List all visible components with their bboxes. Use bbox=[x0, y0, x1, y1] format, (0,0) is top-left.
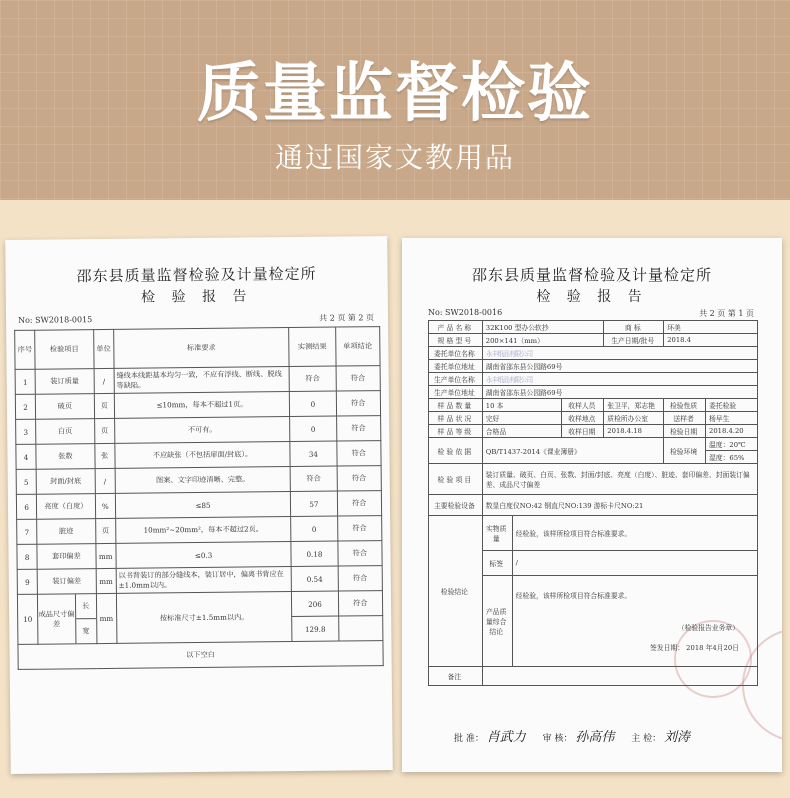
cell: mm bbox=[96, 593, 117, 643]
label: 产品质量综合结论 bbox=[482, 576, 512, 667]
approve-label: 批 准： bbox=[454, 734, 484, 744]
value: 32K100 型办公软抄 bbox=[482, 321, 604, 334]
value: 环美 bbox=[664, 321, 758, 334]
check-signature: 刘涛 bbox=[664, 730, 691, 745]
cell: 7 bbox=[17, 519, 37, 544]
cell: 符合 bbox=[337, 516, 382, 541]
table-row bbox=[429, 360, 758, 373]
cell: 10mm²~20mm²，每本不超过2页。 bbox=[115, 517, 291, 544]
table-row bbox=[429, 321, 758, 334]
label: 检验日期 bbox=[664, 425, 706, 438]
table-row bbox=[16, 491, 381, 520]
value: 装订质量、破页、白页、张数、封面/封底、亮度（白度）、脏迹、套印偏差、封面装订偏差、成品尺寸偏差 bbox=[482, 464, 757, 495]
cell: 不应缺张（不包括扉面/封底）。 bbox=[115, 442, 291, 469]
value: / bbox=[512, 551, 757, 576]
label: 样 品 状 况 bbox=[429, 412, 483, 425]
cell-text: 宽 bbox=[82, 626, 90, 636]
seal-note: （检验报告业务章） bbox=[677, 624, 739, 632]
value: 10 本 bbox=[482, 399, 562, 412]
table-row bbox=[429, 373, 758, 386]
cell: 符合 bbox=[338, 566, 383, 591]
label: 收样地点 bbox=[562, 412, 604, 425]
table-row bbox=[17, 541, 382, 570]
label: 委托单位名称 bbox=[429, 347, 483, 360]
value: 湖南省邵东县公园路69号 bbox=[482, 386, 757, 399]
label: 检验性质 bbox=[664, 399, 706, 412]
cell: 按标准尺寸±1.5mm以内。 bbox=[116, 592, 292, 644]
report-number: No: SW2018-0015 bbox=[18, 315, 93, 325]
label: 主要检验设备 bbox=[429, 495, 483, 516]
table-row bbox=[17, 566, 382, 595]
label: 标签 bbox=[482, 551, 512, 576]
cell: 5 bbox=[16, 469, 36, 494]
label: 委托单位地址 bbox=[429, 360, 483, 373]
cell: 57 bbox=[291, 491, 338, 516]
cell: 张数 bbox=[36, 444, 95, 470]
cell: 页 bbox=[94, 393, 114, 418]
table-row bbox=[429, 438, 758, 451]
report-page-count: 共 2 页 第 2 页 bbox=[319, 313, 375, 323]
table-row bbox=[429, 347, 758, 360]
table-row bbox=[16, 441, 381, 470]
header-banner bbox=[0, 0, 790, 200]
cell: 脏迹 bbox=[37, 519, 96, 545]
table-header bbox=[15, 327, 380, 370]
cell: 符合 bbox=[336, 416, 381, 441]
label: 收样日期 bbox=[562, 425, 604, 438]
cell: 符合 bbox=[289, 366, 336, 391]
cell: 符合 bbox=[337, 466, 382, 491]
label: 检验结论 bbox=[429, 516, 483, 667]
cell: ≤0.3 bbox=[116, 542, 292, 569]
cell: 0 bbox=[291, 516, 338, 541]
value: 经检验，该样所检项目符合标准要求。 bbox=[512, 516, 757, 551]
cell bbox=[338, 616, 383, 641]
cell: 符合 bbox=[290, 466, 337, 491]
page-title: 质量监督检验 bbox=[197, 57, 593, 131]
cell: 129.8 bbox=[292, 616, 339, 641]
label: 规 格 型 号 bbox=[429, 334, 483, 347]
col-header: 实测结果 bbox=[289, 327, 336, 366]
page-subtitle: 通过国家文教用品 bbox=[274, 141, 515, 174]
report-page-count: 共 2 页 第 1 页 bbox=[699, 309, 754, 318]
report-page-1 bbox=[402, 238, 782, 772]
table-row bbox=[16, 416, 381, 445]
label: 实物质量 bbox=[482, 516, 512, 551]
value: 合格品 bbox=[482, 425, 562, 438]
label: 备注 bbox=[429, 667, 483, 686]
cell: 页 bbox=[94, 418, 114, 443]
table-row bbox=[16, 466, 381, 495]
cell: 0.18 bbox=[291, 541, 338, 566]
inspection-table bbox=[14, 326, 384, 670]
cell: 符合 bbox=[336, 366, 381, 391]
cell: / bbox=[95, 468, 115, 493]
value bbox=[482, 667, 757, 686]
cell: 以书背装订的部分缝线本，装订居中，偏离书背应在±1.0mm以内。 bbox=[116, 567, 292, 594]
table-row bbox=[15, 391, 380, 420]
signature-line bbox=[454, 726, 690, 745]
table-row bbox=[429, 412, 758, 425]
value bbox=[512, 576, 757, 667]
conclusion-text: 经检验，该样所检项目符合标准要求。 bbox=[515, 592, 632, 600]
cell: 10 bbox=[17, 594, 38, 644]
cell: 8 bbox=[17, 544, 37, 569]
label: 生产单位地址 bbox=[429, 386, 483, 399]
cell: mm bbox=[96, 568, 116, 593]
label: 检验环境 bbox=[664, 438, 706, 464]
label: 检 验 依 据 bbox=[429, 438, 483, 464]
cell: 0 bbox=[290, 416, 337, 441]
cell: 以下空白 bbox=[18, 641, 383, 670]
table-row bbox=[429, 516, 758, 551]
label: 产 品 名 称 bbox=[429, 321, 483, 334]
report-info-table bbox=[428, 320, 758, 686]
value: 完好 bbox=[482, 412, 562, 425]
cell: 符合 bbox=[338, 591, 383, 616]
table-row bbox=[429, 464, 758, 495]
value: 永丰纸品有限公司 bbox=[482, 347, 757, 360]
value: 质检所办公室 bbox=[604, 412, 664, 425]
value: 2018.4.18 bbox=[604, 425, 664, 438]
value: 数显白度仪NO:42 钢直尺NO:139 游标卡尺NO:21 bbox=[482, 495, 757, 516]
table-row bbox=[429, 386, 758, 399]
cell: 符合 bbox=[336, 391, 381, 416]
col-header: 标准要求 bbox=[113, 328, 289, 369]
value: QB/T1437-2014《课业簿册》 bbox=[482, 438, 663, 464]
cell: 亮度（白度） bbox=[37, 494, 96, 520]
value: 委托检验 bbox=[706, 399, 758, 412]
cell: 符合 bbox=[337, 491, 382, 516]
table-row bbox=[15, 366, 380, 395]
cell: 装订质量 bbox=[35, 369, 94, 395]
cell: 0.54 bbox=[291, 566, 338, 591]
cell-text: 成品尺寸偏差 bbox=[38, 594, 76, 643]
value: 永丰纸品有限公司 bbox=[482, 373, 757, 386]
value: 2018.4 bbox=[664, 334, 758, 347]
review-label: 审 核： bbox=[542, 734, 573, 744]
value: 2018.4.20 bbox=[706, 425, 758, 438]
cell: 1 bbox=[15, 369, 35, 394]
report-title: 检 验 报 告 bbox=[141, 288, 253, 306]
label: 收样人员 bbox=[562, 399, 604, 412]
cell: 符合 bbox=[336, 441, 381, 466]
label: 生产单位名称 bbox=[429, 373, 483, 386]
cell: 符合 bbox=[337, 541, 382, 566]
col-header: 单位 bbox=[93, 329, 114, 368]
table-row bbox=[429, 399, 758, 412]
cell: 3 bbox=[16, 419, 36, 444]
table-row bbox=[17, 591, 382, 620]
value: 温度：20℃ bbox=[706, 438, 758, 451]
cell: 0 bbox=[290, 391, 337, 416]
table-row bbox=[429, 495, 758, 516]
cell: 白页 bbox=[36, 419, 95, 445]
cell: 页 bbox=[95, 518, 115, 543]
label: 样 品 数 量 bbox=[429, 399, 483, 412]
cell: 张 bbox=[94, 443, 114, 468]
cell: 206 bbox=[292, 591, 339, 616]
cell: mm bbox=[96, 543, 116, 568]
report-number: No: SW2018-0016 bbox=[428, 308, 503, 317]
report-title: 检 验 报 告 bbox=[536, 289, 648, 305]
cell bbox=[38, 594, 97, 645]
cell: 6 bbox=[16, 494, 36, 519]
cell: 4 bbox=[16, 444, 36, 469]
cell: 破页 bbox=[35, 394, 94, 420]
label: 送样者 bbox=[664, 412, 706, 425]
value: 杨早生 bbox=[706, 412, 758, 425]
cell: 套印偏差 bbox=[37, 544, 96, 570]
report-page-2 bbox=[5, 236, 393, 774]
report-org-title: 邵东县质量监督检验及计量检定所 bbox=[471, 266, 712, 284]
cell: 9 bbox=[17, 569, 37, 594]
report-org-title: 邵东县质量监督检验及计量检定所 bbox=[76, 264, 317, 286]
label: 商 标 bbox=[604, 321, 664, 334]
cell: 封面/封底 bbox=[36, 469, 95, 495]
cell: 缝线本线距基本均匀一致，不应有浮线、断线、脱线等缺陷。 bbox=[114, 367, 290, 394]
value: 张卫平，郑志艳 bbox=[604, 399, 664, 412]
value: 湖南省邵东县公园路69号 bbox=[482, 360, 757, 373]
cell: ≤10mm，每本不超过1页。 bbox=[114, 392, 290, 419]
label: 生产日期/批号 bbox=[604, 334, 664, 347]
label: 检 验 项 目 bbox=[429, 464, 483, 495]
table-row bbox=[429, 334, 758, 347]
table-row bbox=[18, 641, 383, 670]
cell: / bbox=[94, 368, 114, 393]
cell-text: 长 bbox=[76, 594, 96, 619]
table-row bbox=[17, 516, 382, 545]
review-signature: 孙高伟 bbox=[575, 730, 615, 745]
cell: 图案、文字印迹清晰、完整。 bbox=[115, 467, 291, 494]
cell: ≤85 bbox=[115, 492, 291, 519]
issue-date: 签发日期： 2018 年4月20日 bbox=[650, 644, 739, 652]
label: 样 品 等 级 bbox=[429, 425, 483, 438]
cell: 34 bbox=[290, 441, 337, 466]
cell: 2 bbox=[15, 394, 35, 419]
value: 湿度：65% bbox=[706, 451, 758, 464]
cell: 装订偏差 bbox=[37, 569, 96, 595]
value: 200×141（mm） bbox=[482, 334, 604, 347]
col-header: 序号 bbox=[15, 330, 36, 369]
col-header: 单项结论 bbox=[335, 327, 380, 366]
cell: % bbox=[95, 493, 115, 518]
table-row bbox=[429, 425, 758, 438]
table-row bbox=[429, 667, 758, 686]
col-header: 检验项目 bbox=[35, 330, 94, 370]
approve-signature: 肖武力 bbox=[486, 730, 526, 745]
cell: 不可有。 bbox=[114, 417, 290, 444]
check-label: 主 检： bbox=[631, 734, 662, 744]
